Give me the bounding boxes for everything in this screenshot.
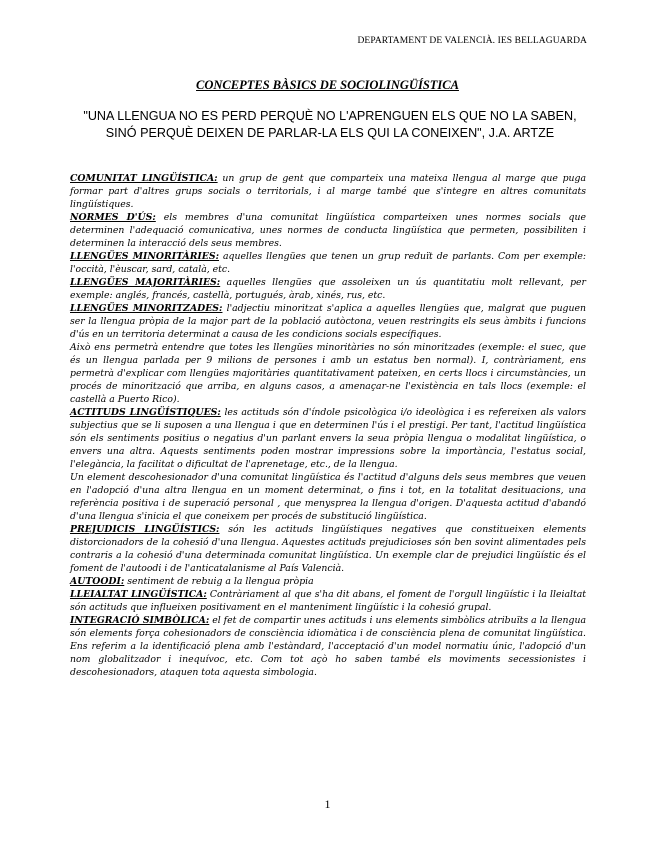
definition-text: l'adjectiu minoritzat s'aplica a aquelles llengües que, malgrat que puguen ser la llengua pròpia de la major part de la població autòctona, veuen restringits els seus àmbits i funcions d'ús en un territoria determinat a causa de les condicions socials específiques.: [70, 303, 586, 340]
definition-paragraph: [70, 250, 586, 276]
definition-paragraph: [70, 406, 586, 471]
body-paragraph: [70, 471, 586, 523]
definition-text: els membres d'una comunitat lingüística comparteixen unes normes socials que determinen l'adequació comunicativa, unes normes de conducta lingüística que permeten, possibiliten i determinen la interacció dels seus membres.: [70, 212, 586, 249]
definition-term: LLENGÜES MINORITZADES:: [70, 303, 223, 314]
definition-text: les actituds són d'índole psicològica i/o ideològica i es refereixen als valors subjectius que se li suposen a una llengua i que en determinen l'ús i el prestigi. Per tant, l'actitud lingüística són els sentiments positius o negatius d'un parlant envers la seua pròpia llengua o modalitat lingüística, o envers una altra. Aquests sentiments poden mostrar impressions sobre la importància, l'estatus social, l'elegància, la facilitat o dificultat de l'aprenetage, etc., de la llengua.: [70, 407, 586, 470]
definition-term: LLEIALTAT LINGÜÍSTICA:: [70, 589, 207, 600]
page-header: DEPARTAMENT DE VALENCIÀ. IES BELLAGUARDA: [357, 36, 587, 46]
definition-text: un grup de gent que comparteix una mateixa llengua al marge que puga formar part d'altres grups socials o territorials, i al marge també que s'integre en altres comunitats lingüístiques.: [70, 173, 586, 210]
definition-term: INTEGRACIÓ SIMBÒLICA:: [70, 615, 210, 626]
definition-term: NORMES D'ÚS:: [70, 212, 156, 223]
definition-text: el fet de compartir unes actituds i uns elements simbòlics atribuïts a la llengua són elements força cohesionadors de consciència idiomàtica i de consciència plena de comunitat lingüística. Ens referim a la identificació plena amb l'estàndard, l'acceptació d'un model normatiu únic, l'adopció d'un nom globalitzador i inequívoc, etc. Com tot açò ho saben també els moviments secessionistes i descohesionadors, ataquen tota aquesta simbologia.: [70, 615, 586, 678]
definition-paragraph: [70, 523, 586, 575]
definition-term: ACTITUDS LINGÜÍSTIQUES:: [70, 407, 221, 418]
definition-term: AUTOODI:: [70, 576, 125, 587]
document-title: CONCEPTES BÀSICS DE SOCIOLINGÜÍSTICA: [196, 78, 459, 92]
definition-text: Això ens permetrà entendre que totes les llengües minoritàries no són minoritzades (exemple: el suec, que és un llengua parlada per 9 milions de persones i amb un estatus ben normal). I, contràriament, ens permetrà d'explicar com llengües majoritàries quantitativament pateixen, en certs llocs i circumstàncies, un procés de minorització que arriba, en alguns casos, a amenaçar-ne l'existència en tals llocs (exemple: el castellà a Puerto Rico).: [70, 342, 586, 405]
body-paragraph: [70, 341, 586, 406]
definition-term: COMUNITAT LINGÜÍSTICA:: [70, 173, 218, 184]
definition-paragraph: [70, 276, 586, 302]
definition-text: Contràriament al que s'ha dit abans, el foment de l'orgull lingüístic i la lleialtat són actituds que influeixen positivament en el manteniment lingüístic i la cohesió grupal.: [70, 589, 586, 613]
definition-text: aquelles llengües que assoleixen un ús quantitatiu molt rellevant, per exemple: anglés, francés, castellà, portugués, àrab, xinés, rus, etc.: [70, 277, 587, 301]
definition-text: aquelles llengües que tenen un grup reduït de parlants. Com per exemple: l'occità, l'èuscar, sard, català, etc.: [70, 251, 587, 275]
definition-paragraph: [70, 172, 586, 211]
definition-text: sentiment de rebuig a la llengua pròpia: [124, 576, 314, 587]
definition-term: PREJUDICIS LINGÜÍSTICS:: [70, 524, 220, 535]
definition-term: LLENGÜES MAJORITÀRIES:: [70, 277, 221, 288]
definition-text: Un element descohesionador d'una comunitat lingüística és l'actitud d'alguns dels seus membres que veuen en l'adopció d'una altra llengua en un moment determinat, o fins i tot, en la totalitat desituacions, una referència positiva i de superació personal , que menysprea la llengua d'origen. D'aquesta actitud d'abandó d'una llengua s'inicia el que coneixem per procés de substitució lingüística.: [70, 472, 586, 522]
definitions-body: [70, 172, 586, 679]
epigraph-quote: "UNA LLENGUA NO ES PERD PERQUÈ NO L'APRENGUEN ELS QUE NO LA SABEN, SINÓ PERQUÈ DEIXEN DE PARLAR-LA ELS QUI LA CONEIXEN", J.A. ARTZE: [83, 109, 577, 140]
definition-paragraph: [70, 211, 586, 250]
definition-text: són les actituds lingüístiques negatives que constitueixen elements distorcionadors de la cohesió d'una llengua. Aquestes actituds prejudicioses són ben sovint alimentades pels contraris a la cohesió d'una determinada comunitat lingüística. Un exemple clar de prejudici lingüístic és el foment de l'autoodi i de l'anticatalanisme al País Valencià.: [70, 524, 586, 574]
definition-term: LLENGÜES MINORITÀRIES:: [70, 251, 220, 262]
definition-paragraph: [70, 614, 586, 679]
definition-paragraph: [70, 588, 586, 614]
definition-paragraph: [70, 575, 586, 588]
page-number: 1: [324, 797, 331, 811]
definition-paragraph: [70, 302, 586, 341]
